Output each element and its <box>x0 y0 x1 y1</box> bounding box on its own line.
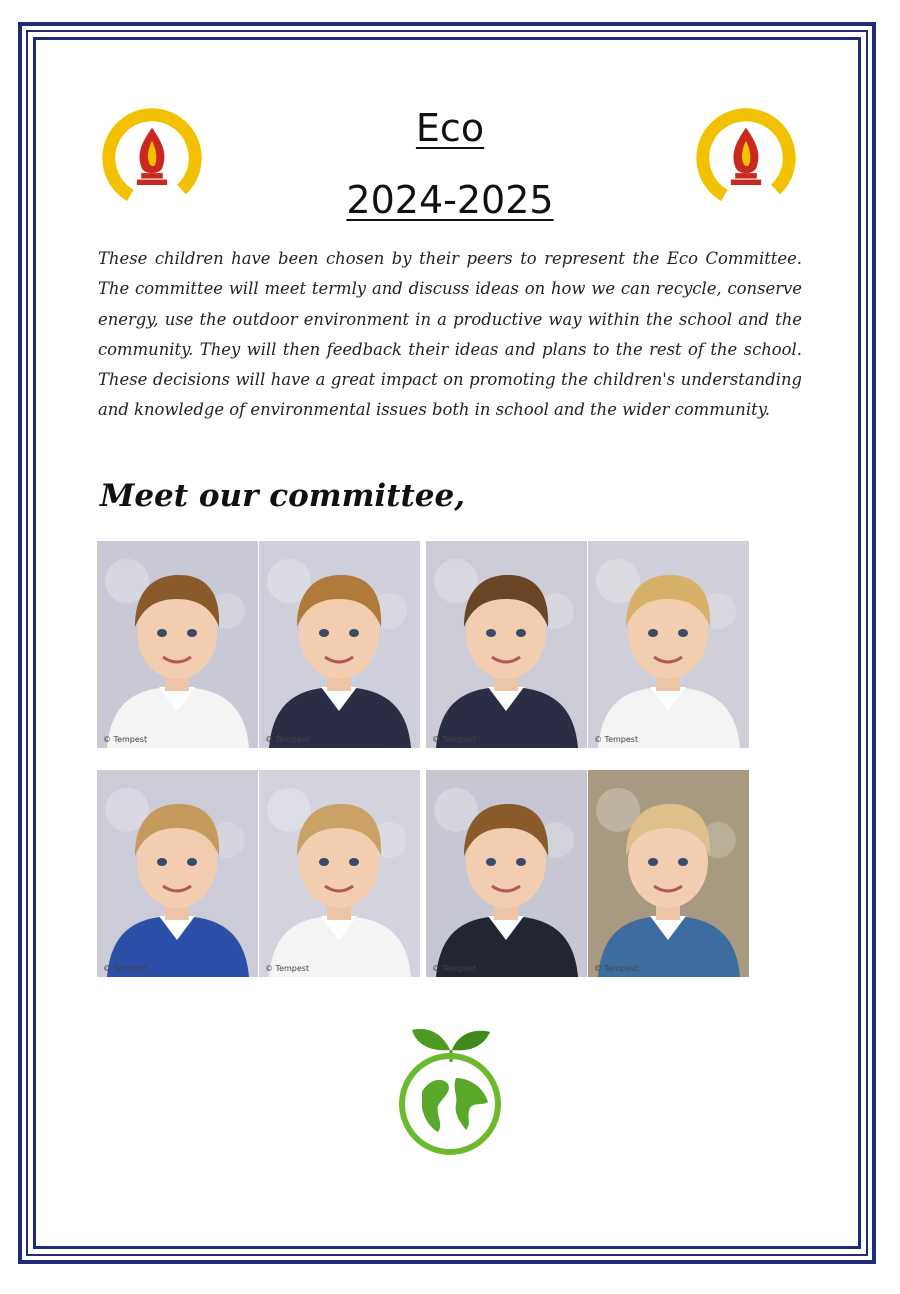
eco-globe-logo <box>392 1022 508 1156</box>
portrait-illustration <box>97 770 258 977</box>
portrait-illustration <box>259 541 420 748</box>
committee-photo <box>97 770 258 977</box>
intro-paragraph: These children have been chosen by their peers to represent the Eco Committee. The committee will meet termly and discuss ideas on how we can recycle, conserve energy, use the outdoor environment in a productive way within the school and the community. They will then feedback their ideas and plans to the rest of the school. These decisions will have a great impact on promoting the children's understanding and knowledge of environmental issues both in school and the wider community. <box>98 249 802 420</box>
year-heading: 2024-2025 <box>346 178 554 222</box>
portrait-illustration <box>426 541 587 748</box>
committee-photo <box>588 541 749 748</box>
portrait-illustration <box>588 541 749 748</box>
portrait-illustration <box>426 770 587 977</box>
committee-photo <box>259 541 420 748</box>
portrait-illustration <box>97 541 258 748</box>
committee-photo <box>426 541 587 748</box>
committee-photo <box>259 770 420 977</box>
photo-credit: © Tempest <box>594 735 639 744</box>
photo-credit: © Tempest <box>265 964 310 973</box>
photo-credit: © Tempest <box>432 735 477 744</box>
photo-credit: © Tempest <box>432 964 477 973</box>
page-title: Eco <box>415 106 485 150</box>
committee-photo <box>97 541 258 748</box>
committee-photo <box>588 770 749 977</box>
photo-credit: © Tempest <box>103 735 148 744</box>
photo-credit: © Tempest <box>103 964 148 973</box>
committee-photo-grid <box>97 541 749 977</box>
committee-heading: Meet our committee, <box>100 478 466 514</box>
photo-credit: © Tempest <box>594 964 639 973</box>
committee-photo <box>426 770 587 977</box>
portrait-illustration <box>588 770 749 977</box>
portrait-illustration <box>259 770 420 977</box>
photo-credit: © Tempest <box>265 735 310 744</box>
